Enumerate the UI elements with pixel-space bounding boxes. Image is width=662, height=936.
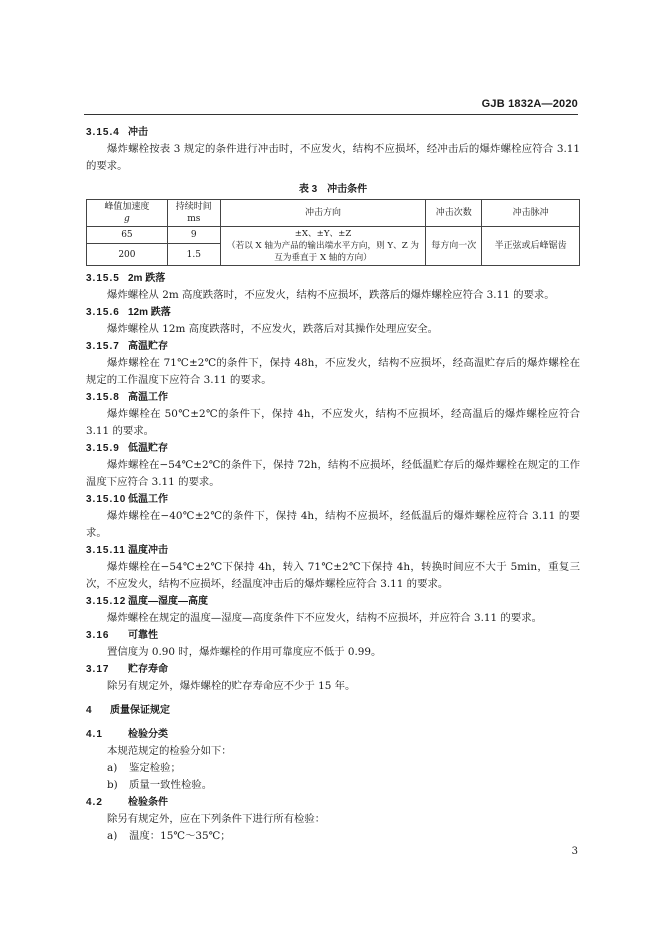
header-pulse: 冲击脉冲 [482, 200, 580, 227]
list-item: b) 质量一致性检验。 [107, 779, 213, 791]
cell-count: 每方向一次 [426, 227, 482, 266]
section-text-3-17: 除另有规定外，爆炸螺栓的贮存寿命应不少于 15 年。 [107, 680, 356, 692]
section-heading-3-16: 3.16 可靠性 [86, 630, 158, 641]
header-count: 冲击次数 [426, 200, 482, 227]
cell-accel: 200 [87, 244, 168, 266]
section-text-3-15-6: 爆炸螺栓从 12m 高度跌落时，不应发火，跌落后对其操作处理应安全。 [107, 323, 439, 335]
section-heading-4: 4 质量保证规定 [86, 705, 170, 716]
header-peak-acceleration: 峰值加速度 g [87, 200, 168, 227]
section-text-3-15-9: 爆炸螺栓在−54℃±2℃的条件下，保持 72h，结构不应损坏，经低温贮存后的爆炸螺栓在规定的工作温度下应符合 3.11 的要求。 [86, 459, 580, 488]
cell-accel: 65 [87, 227, 168, 244]
page-content [86, 124, 580, 845]
section-text-3-15-12: 爆炸螺栓在规定的温度—湿度—高度条件下不应发火，结构不应损坏，并应符合 3.11 的要求。 [107, 612, 542, 624]
section-text-3-15-11: 爆炸螺栓在−54℃±2℃下保持 4h，转入 71℃±2℃下保持 4h，转换时间应不大于 5min，重复三次，不应发火，结构不应损坏，经温度冲击后的爆炸螺栓应符合 3.11 的要求。 [86, 561, 580, 590]
table-row [87, 227, 580, 244]
table-header-row [87, 200, 580, 227]
section-heading-3-15-11: 3.15.11 温度冲击 [86, 545, 168, 556]
table-caption: 表 3 冲击条件 [298, 184, 368, 195]
section-text-3-15-5: 爆炸螺栓从 2m 高度跌落时，不应发火，结构不应损坏，跌落后的爆炸螺栓应符合 3.11 的要求。 [107, 289, 555, 301]
section-heading-3-15-7: 3.15.7 高温贮存 [86, 341, 168, 352]
cell-duration: 9 [167, 227, 220, 244]
list-item: a) 鉴定检验； [107, 762, 181, 774]
page-number: 3 [571, 846, 578, 857]
list-item: a) 温度：15℃～35℃； [107, 830, 231, 842]
section-heading-4-1: 4.1 检验分类 [86, 729, 168, 740]
shock-conditions-table [86, 199, 580, 266]
header-duration: 持续时间 ms [167, 200, 220, 227]
header-direction: 冲击方向 [220, 200, 426, 227]
section-heading-3-15-12: 3.15.12 温度—湿度—高度 [86, 596, 208, 607]
section-heading-3-15-6: 3.15.6 12m 跌落 [86, 307, 171, 318]
section-text-4-1: 本规范规定的检验分如下： [107, 745, 232, 757]
section-heading-3-15-10: 3.15.10 低温工作 [86, 494, 168, 505]
section-heading-4-2: 4.2 检验条件 [86, 797, 168, 808]
section-heading-3-15-9: 3.15.9 低温贮存 [86, 443, 168, 454]
cell-pulse: 半正弦或后峰锯齿 [482, 227, 580, 266]
section-heading-3-15-8: 3.15.8 高温工作 [86, 392, 168, 403]
section-text-4-2: 除另有规定外，应在下列条件下进行所有检验： [107, 813, 326, 825]
standard-code: GJB 1832A—2020 [481, 98, 578, 110]
section-title: 冲击 [128, 127, 148, 138]
section-text-3-15-4: 爆炸螺栓按表 3 规定的条件进行冲击时，不应发火，结构不应损坏，经冲击后的爆炸螺栓应符合 3.11 的要求。 [86, 143, 580, 172]
section-text-3-15-7: 爆炸螺栓在 71℃±2℃的条件下，保持 48h，不应发火，结构不应损坏，经高温贮存后的爆炸螺栓在规定的工作温度下应符合 3.11 的要求。 [86, 357, 580, 386]
section-heading-3-15-4 [86, 124, 580, 141]
section-text-3-16: 置信度为 0.90 时，爆炸螺栓的作用可靠度应不低于 0.99。 [107, 646, 382, 658]
section-text-3-15-8: 爆炸螺栓在 50℃±2℃的条件下，保持 4h，不应发火，结构不应损坏，经高温后的爆炸螺栓应符合 3.11 的要求。 [86, 408, 580, 437]
section-text-3-15-10: 爆炸螺栓在−40℃±2℃的条件下，保持 4h，结构不应损坏，经低温后的爆炸螺栓应符合 3.11 的要求。 [86, 510, 580, 539]
section-heading-3-15-5: 3.15.5 2m 跌落 [86, 273, 166, 284]
header-rule [84, 114, 578, 115]
section-heading-3-17: 3.17 贮存寿命 [86, 664, 168, 675]
cell-duration: 1.5 [167, 244, 220, 266]
cell-direction: ±X、±Y、±Z （若以 X 轴为产品的输出端水平方向，则 Y、Z 为 互为垂直于 X 轴的方向） [220, 227, 426, 266]
section-number: 3.15.4 [86, 127, 120, 138]
